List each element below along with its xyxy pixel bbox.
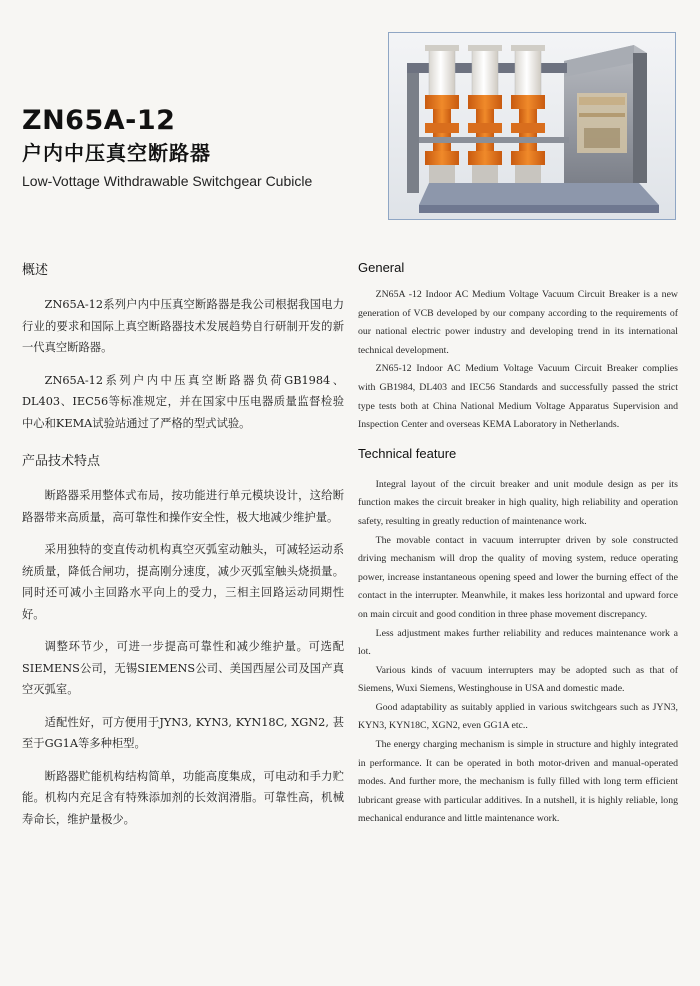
overview-heading-cn: 概述	[22, 263, 49, 278]
feature-paragraph-cn: 断路器采用整体式布局，按功能进行单元模块设计，这给断路器带来高质量，高可靠性和操作安全性，极大地减少维护量。	[22, 489, 344, 524]
overview-paragraph-cn: ZN65A-12系列户内中压真空断路器负荷GB1984、DL403、IEC56等标准规定，并在国家中压电器质量监督检验中心和KEMA试验站通过了严格的型式试验。	[22, 373, 344, 430]
general-paragraph-en: ZN65A -12 Indoor AC Medium Voltage Vacuum Circuit Breaker is a new generation of VCB developed by our company according to the requirements of our national electric power industry and developing trend in its international technical development.	[358, 289, 678, 356]
english-column	[358, 259, 678, 829]
technical-heading-en: Technical feature	[358, 445, 457, 461]
overview-paragraph-cn: ZN65A-12系列户内中压真空断路器是我公司根据我国电力行业的要求和国际上真空断路器技术发展趋势自行研制开发的新一代真空断路器。	[22, 298, 344, 354]
technical-paragraph-en: Various kinds of vacuum interrupters may be adopted such as that of Siemens, Wuxi Siemens, Westinghouse in USA and domestic made.	[358, 664, 678, 695]
technical-paragraph-en: Good adaptability as suitably applied in various switchgears such as JYN3, KYN3, KYN18C, XGN2, even GG1A etc..	[358, 701, 678, 732]
technical-paragraph-en: The movable contact in vacuum interrupter driven by sole constructed driving mechanism will drop the quality of moving system, reduce operating power, increase instantaneous opening speed and lower the burning effect of the contact in the interrupter. Meanwhile, it makes less horizontal and upward force on main circuit and good condition in three phase movement discrepancy.	[358, 534, 678, 620]
chinese-title: 户内中压真空断路器	[22, 141, 211, 165]
chinese-column	[22, 262, 344, 841]
technical-paragraph-en: Less adjustment makes further reliability and reduces maintenance work a lot.	[358, 627, 678, 658]
feature-paragraph-cn: 断路器贮能机构结构简单，功能高度集成，可电动和手力贮能。机构内充足含有特殊添加剂的长效润滑脂。可靠性高，机械寿命长，维护量极少。	[22, 769, 344, 826]
model-number: ZN65A-12	[22, 105, 176, 136]
technical-paragraph-en: Integral layout of the circuit breaker and unit module design as per its function makes the circuit breaker in high quality, high reliability and operation safety, resulting in greatly reduction of maintenance work.	[358, 478, 678, 527]
general-paragraph-en: ZN65-12 Indoor AC Medium Voltage Vacuum Circuit Breaker complies with GB1984, DL403 and IEC56 Standards and successfully passed the strict type tests both at China National Medium Voltage Apparatus Supervision and Inspection Center and overseas KEMA Laboratory in Netherlands.	[358, 363, 678, 431]
feature-paragraph-cn: 调整环节少，可进一步提高可靠性和减少维护量。可选配SIEMENS公司，无锡SIEMENS公司、美国西屋公司及国产真空灭弧室。	[22, 640, 344, 696]
product-photo	[388, 32, 676, 220]
features-heading-cn: 产品技术特点	[22, 454, 101, 469]
feature-paragraph-cn: 适配性好，可方便用于JYN3, KYN3, KYN18C, XGN2, 甚至于GG1A等多种柜型。	[22, 715, 344, 750]
technical-paragraph-en: The energy charging mechanism is simple in structure and highly integrated in performance. It can be operated in both motor-driven and manual-operated modes. And further more, the mechanism is fully filled with long term efficient lubricant grease with particular additives. In a nutshell, it is highly reliable, long mechanical endurance and little maintenance work.	[358, 739, 678, 825]
vacuum-circuit-breaker-photo	[389, 33, 675, 219]
title-block	[22, 106, 382, 190]
feature-paragraph-cn: 采用独特的变直传动机构真空灭弧室动触头，可减轻运动系统质量，降低合闸功，提高刚分速度，减少灭弧室触头烧损量。同时还可减小主回路水平向上的受力，三相主回路运动同期性好。	[22, 543, 344, 621]
english-title: Low-Vottage Withdrawable Switchgear Cubicle	[22, 173, 313, 189]
general-heading-en: General	[358, 260, 405, 275]
